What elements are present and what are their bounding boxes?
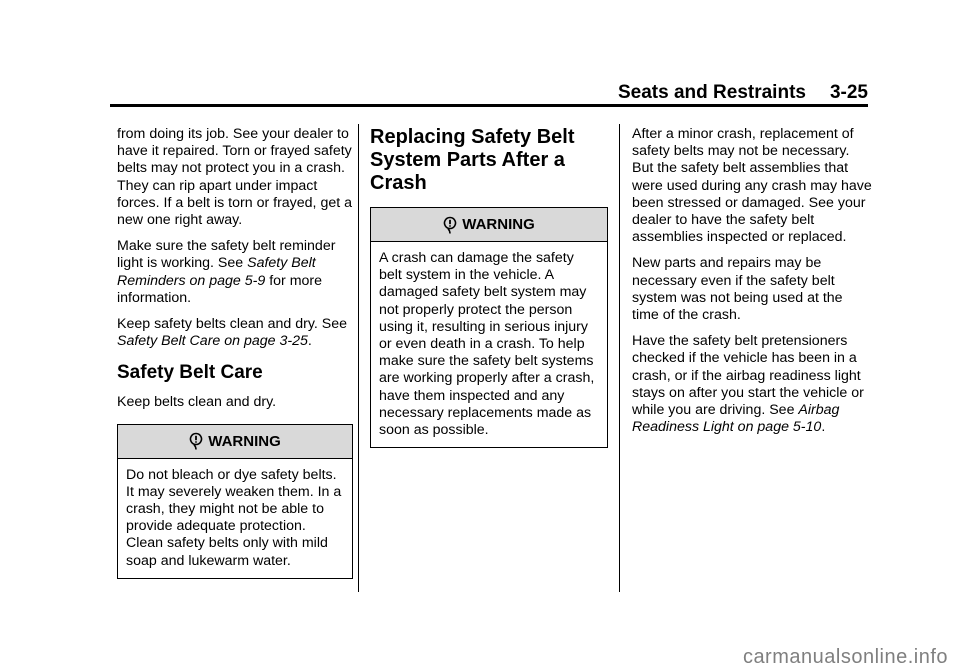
text: Keep safety belts clean and dry. See bbox=[117, 316, 348, 333]
column-3 bbox=[632, 126, 872, 445]
column-1 bbox=[117, 126, 353, 579]
warning-header bbox=[118, 425, 352, 459]
header-rule bbox=[110, 104, 868, 107]
text: Make sure the safety belt reminder light is working. See bbox=[117, 238, 336, 272]
text: . bbox=[821, 419, 826, 436]
cross-reference-link[interactable]: Safety Belt Reminders on page 5-9 bbox=[117, 255, 316, 289]
column-2 bbox=[370, 126, 608, 448]
paragraph bbox=[117, 316, 353, 350]
text: Have the safety belt pretensioners checked if the vehicle has been in a crash, or if the airbag readiness light stays on after you start the vehicle or while you are driving. See bbox=[632, 333, 864, 419]
paragraph: Keep belts clean and dry. bbox=[117, 394, 277, 411]
paragraph: After a minor crash, replacement of safety belts may not be necessary. But the safety belt assemblies that were used during any crash may have been stressed or damaged. See your dealer to have the safety belt assemblies inspected or replaced. bbox=[632, 126, 872, 246]
warning-icon bbox=[189, 432, 203, 450]
warning-header bbox=[371, 208, 607, 242]
warning-label: WARNING bbox=[208, 432, 281, 450]
warning-box bbox=[117, 424, 353, 579]
section-title: Seats and Restraints bbox=[618, 82, 806, 103]
warning-text: A crash can damage the safety belt system in the vehicle. A damaged safety belt system may not properly protect the person using it, resulting in serious injury or even death in a crash. To help make sure the safety belt systems are working properly after a crash, have them inspected and any necessary replacements made as soon as possible. bbox=[379, 250, 595, 439]
text: . bbox=[307, 333, 312, 350]
paragraph bbox=[117, 238, 353, 307]
page-number: 3-25 bbox=[829, 82, 868, 103]
warning-body bbox=[371, 242, 607, 447]
cross-reference-link[interactable]: Safety Belt Care on page 3-25 bbox=[117, 333, 308, 350]
warning-box bbox=[370, 207, 608, 448]
warning-label: WARNING bbox=[462, 215, 535, 233]
page-header bbox=[618, 82, 868, 104]
paragraph bbox=[632, 333, 872, 436]
section-heading: Safety Belt Care bbox=[117, 362, 263, 384]
cross-reference-link[interactable]: Airbag Readiness Light on page 5-10 bbox=[632, 402, 840, 436]
warning-text: Do not bleach or dye safety belts. It may severely weaken them. In a crash, they might not be able to provide adequate protection. Clean safety belts only with mild soap and lukewarm water. bbox=[126, 466, 342, 569]
warning-icon bbox=[443, 216, 457, 234]
paragraph: New parts and repairs may be necessary even if the safety belt system was not being used at the time of the crash. bbox=[632, 255, 843, 324]
warning-body bbox=[118, 459, 352, 578]
section-heading: Replacing Safety Belt System Parts After a Crash bbox=[370, 126, 575, 194]
watermark: carmanualsonline.info bbox=[742, 646, 948, 668]
text: for more information. bbox=[117, 272, 323, 306]
column-divider-2 bbox=[619, 124, 620, 592]
paragraph: from doing its job. See your dealer to have it repaired. Torn or frayed safety belts may not protect you in a crash. They can rip apart under impact forces. If a belt is torn or frayed, get a new one right away. bbox=[117, 126, 352, 229]
column-divider-1 bbox=[358, 124, 359, 592]
